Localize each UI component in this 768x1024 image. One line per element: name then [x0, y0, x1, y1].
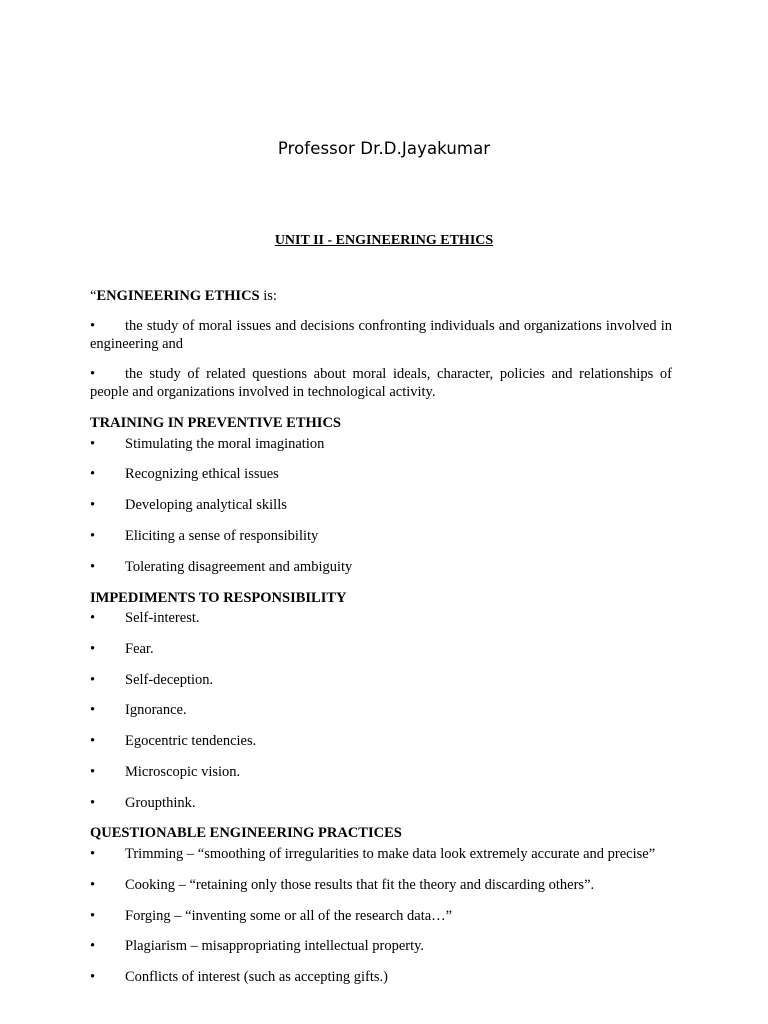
list-item-text: Cooking – “retaining only those results that fit the theory and discarding others”. [125, 877, 595, 893]
definition-bullet-text: the study of moral issues and decisions confronting individuals and organizations involved in engineering and [90, 318, 672, 352]
bullet-glyph: • [90, 846, 96, 862]
bullet-glyph: • [90, 672, 96, 688]
bullet-glyph: • [90, 733, 96, 749]
section-heading: QUESTIONABLE ENGINEERING PRACTICES [90, 825, 402, 841]
bullet-glyph: • [90, 436, 96, 452]
bullet-glyph: • [90, 466, 96, 482]
bullet-glyph: • [90, 318, 96, 334]
list-item [90, 640, 154, 658]
list-item [90, 558, 353, 576]
definition-bullet-text: the study of related questions about moral ideals, character, policies and relationships of people and organizations involved in technological activity. [90, 366, 672, 400]
definition-intro [90, 287, 277, 305]
bullet-glyph: • [90, 764, 96, 780]
list-item-text: Self-deception. [125, 672, 214, 688]
bullet-glyph: • [90, 559, 96, 575]
section-heading: TRAINING IN PREVENTIVE ETHICS [90, 415, 341, 431]
list-item [90, 968, 388, 986]
list-item-text: Groupthink. [125, 795, 196, 811]
bullet-glyph: • [90, 938, 96, 954]
unit-title: UNIT II - ENGINEERING ETHICS [274, 233, 494, 248]
definition-suffix: is: [259, 288, 277, 304]
list-item-text: Microscopic vision. [125, 764, 241, 780]
list-item-text: Self-interest. [125, 610, 200, 626]
list-item [90, 435, 325, 453]
list-item-text: Recognizing ethical issues [125, 466, 279, 482]
list-item-text: Eliciting a sense of responsibility [125, 528, 319, 544]
bullet-glyph: • [90, 877, 96, 893]
list-item [90, 763, 241, 781]
bullet-glyph: • [90, 908, 96, 924]
list-item [90, 465, 279, 483]
list-item-text: Ignorance. [125, 702, 187, 718]
bullet-glyph: • [90, 528, 96, 544]
definition-term: ENGINEERING ETHICS [96, 288, 260, 304]
bullet-glyph: • [90, 641, 96, 657]
list-item [90, 527, 319, 545]
list-item [90, 496, 287, 514]
author-header: Professor Dr.D.Jayakumar [277, 139, 491, 158]
list-item-text: Stimulating the moral imagination [125, 436, 325, 452]
list-item [90, 876, 595, 894]
section-heading: IMPEDIMENTS TO RESPONSIBILITY [90, 590, 347, 606]
list-item [90, 671, 214, 689]
list-item-text: Conflicts of interest (such as accepting gifts.) [125, 969, 388, 985]
bullet-glyph: • [90, 610, 96, 626]
list-item-text: Trimming – “smoothing of irregularities to make data look extremely accurate and precise” [125, 846, 656, 862]
list-item [90, 609, 200, 627]
list-item [90, 937, 425, 955]
bullet-glyph: • [90, 497, 96, 513]
open-quote: “ [90, 288, 97, 304]
bullet-glyph: • [90, 366, 96, 382]
list-item [90, 845, 656, 863]
bullet-glyph: • [90, 702, 96, 718]
list-item [90, 732, 257, 750]
list-item [90, 794, 196, 812]
bullet-glyph: • [90, 795, 96, 811]
list-item-text: Fear. [125, 641, 154, 657]
definition-bullet-2 [90, 365, 672, 401]
list-item [90, 701, 187, 719]
list-item-text: Egocentric tendencies. [125, 733, 257, 749]
list-item-text: Developing analytical skills [125, 497, 287, 513]
bullet-glyph: • [90, 969, 96, 985]
definition-bullet-1 [90, 317, 672, 353]
list-item-text: Plagiarism – misappropriating intellectual property. [125, 938, 425, 954]
list-item-text: Forging – “inventing some or all of the research data…” [125, 908, 453, 924]
list-item [90, 907, 453, 925]
list-item-text: Tolerating disagreement and ambiguity [125, 559, 353, 575]
